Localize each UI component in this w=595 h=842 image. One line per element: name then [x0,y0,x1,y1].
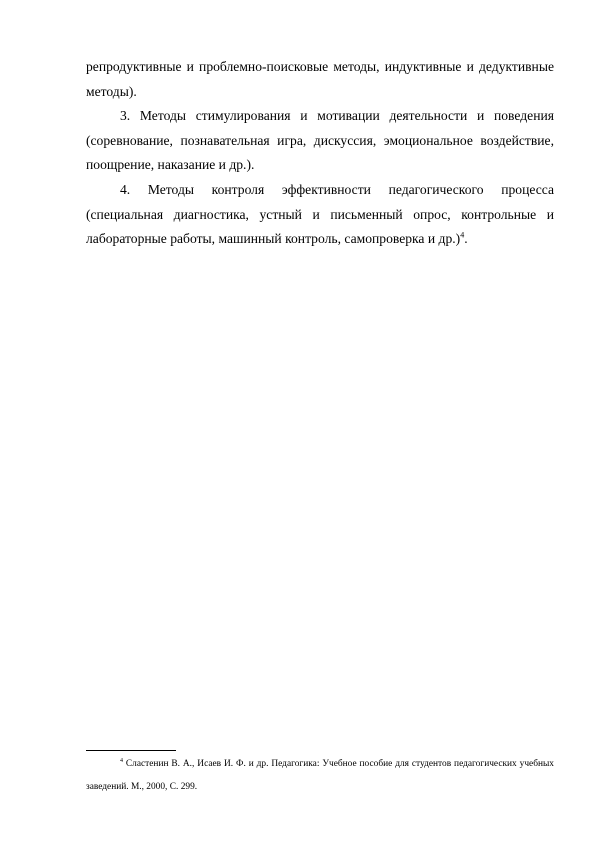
paragraph-control-methods [86,178,554,252]
paragraph-3-text: 4. Методы контроля эффективности педагогического процесса (специальная диагностика, устный и письменный опрос, контрольные и лабораторные работы, машинный контроль, самопроверка и др.) [86,181,554,247]
footnote-marker: 4 [120,757,123,764]
footnote [86,753,554,799]
paragraph-methods-continuation [86,55,554,104]
main-text [86,55,554,252]
footnote-reference: 4 [460,230,465,240]
paragraph-1-text: репродуктивные и проблемно-поисковые методы, индуктивные и дедуктивные методы). [86,59,554,99]
footnote-text: Сластенин В. А., Исаев И. Ф. и др. Педагогика: Учебное пособие для студентов педагогических учебных заведений. М., 2000, С. 299. [86,759,554,792]
paragraph-stimulation-methods [86,104,554,178]
paragraph-3-end: . [464,231,468,247]
paragraph-2-text: 3. Методы стимулирования и мотивации деятельности и поведения (соревнование, познавательная игра, дискуссия, эмоциональное воздействие, поощрение, наказание и др.). [86,108,554,173]
footnote-separator [86,750,176,751]
